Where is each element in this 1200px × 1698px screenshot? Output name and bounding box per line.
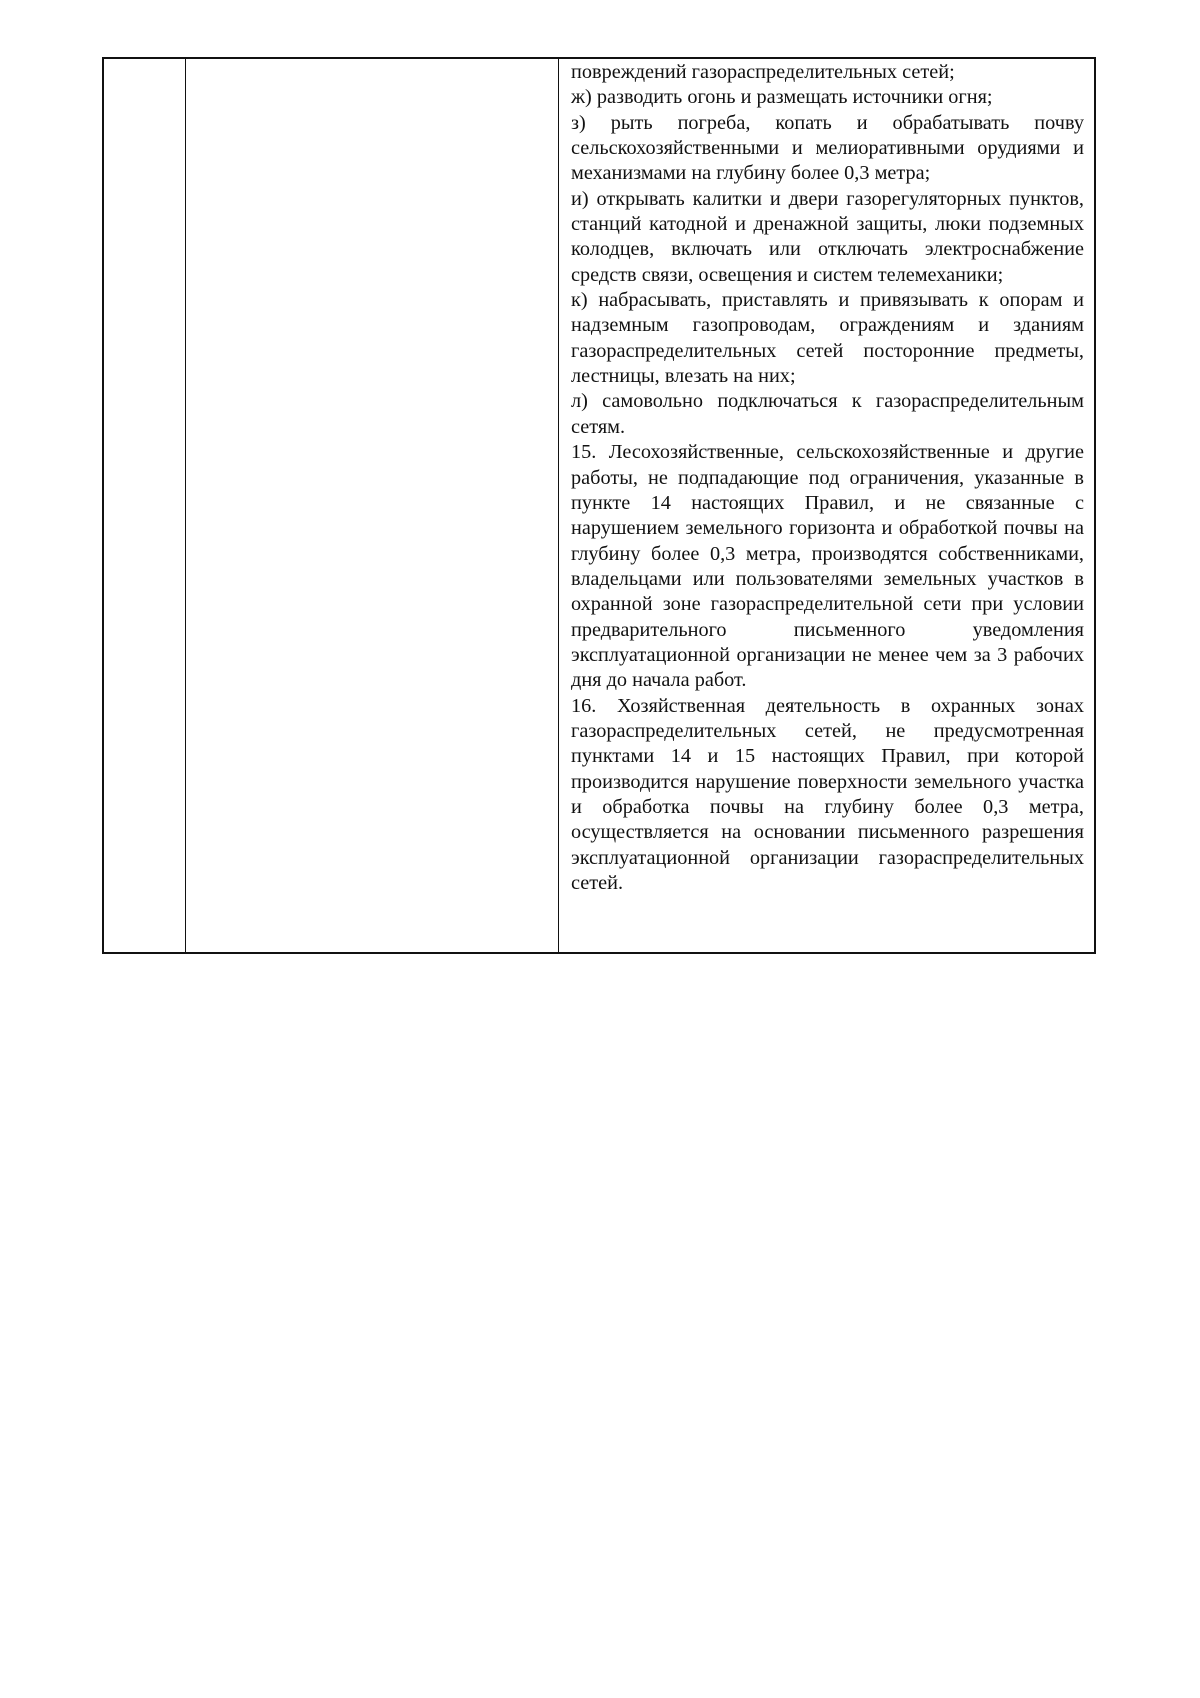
paragraph-item-k: к) набрасывать, приставлять и привязывать к опорам и надземным газопроводам, ограждениям и зданиям газораспределительных сетей посторонние предметы, лестницы, влезать на них;: [571, 289, 1084, 388]
paragraph: повреждений газораспределительных сетей;: [571, 61, 955, 83]
table-column-content: [559, 59, 1094, 952]
paragraph-item-i: и) открывать калитки и двери газорегуляторных пунктов, станций катодной и дренажной защиты, люки подземных колодцев, включать или отключать электроснабжение средств связи, освещения и систем телемеханики;: [571, 187, 1084, 286]
paragraph-item-z: з) рыть погреба, копать и обрабатывать почву сельскохозяйственными и мелиоративными орудиями и механизмами на глубину более 0,3 метра;: [571, 111, 1084, 185]
paragraph-item-l: л) самовольно подключаться к газораспределительным сетям.: [571, 390, 1084, 438]
paragraph-clause-16: 16. Хозяйственная деятельность в охранных зонах газораспределительных сетей, не предусмотренная пунктами 14 и 15 настоящих Правил, при которой производится нарушение поверхности земельного участка и обработка почвы на глубину более 0,3 метра, осуществляется на основании письменного разрешения эксплуатационной организации газораспределительных сетей.: [571, 694, 1084, 894]
table-column-number: [104, 59, 186, 952]
paragraph-clause-15: 15. Лесохозяйственные, сельскохозяйственные и другие работы, не подпадающие под ограничения, указанные в пункте 14 настоящих Правил, и не связанные с нарушением земельного горизонта и обработкой почвы на глубину более 0,3 метра, производятся собственниками, владельцами или пользователями земельных участков в охранной зоне газораспределительной сети при условии предварительного письменного уведомления эксплуатационной организации не менее чем за 3 рабочих дня до начала работ.: [571, 441, 1084, 692]
table-column-title: [186, 59, 559, 952]
regulation-table: [102, 57, 1096, 954]
paragraph-item-zh: ж) разводить огонь и размещать источники огня;: [571, 86, 993, 109]
